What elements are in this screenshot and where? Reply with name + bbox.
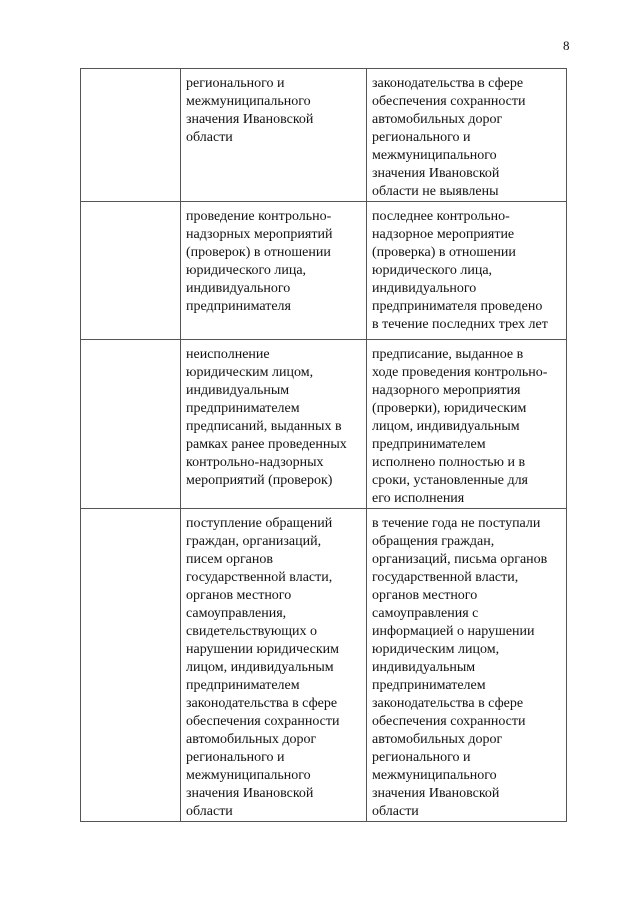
table-cell-col2 xyxy=(181,509,367,822)
table-cell-col1 xyxy=(81,340,181,509)
criteria-table xyxy=(80,68,567,822)
cell-text: регионального и межмуниципального значения Ивановской области xyxy=(186,76,314,145)
table-cell-col3 xyxy=(367,202,567,340)
table-cell-col1 xyxy=(81,509,181,822)
cell-text: последнее контрольно- надзорное мероприятие (проверка) в отношении юридического лица, индивидуального предпринимателя проведено в течение последних трех лет xyxy=(372,209,548,332)
table-row xyxy=(81,509,567,822)
table-cell-col2 xyxy=(181,202,367,340)
cell-text: предписание, выданное в ходе проведения контрольно- надзорного мероприятия (проверки), юридическим лицом, индивидуальным предпринимателем исполнено полностью и в сроки, установленные для его исполнения xyxy=(372,347,548,506)
cell-text: проведение контрольно- надзорных мероприятий (проверок) в отношении юридического лица, индивидуального предпринимателя xyxy=(186,209,333,314)
table-row xyxy=(81,69,567,202)
table-cell-col3 xyxy=(367,69,567,202)
table-row xyxy=(81,340,567,509)
table-cell-col3 xyxy=(367,509,567,822)
table-cell-col2 xyxy=(181,340,367,509)
table-cell-col2 xyxy=(181,69,367,202)
cell-text: законодательства в сфере обеспечения сохранности автомобильных дорог регионального и межмуниципального значения Ивановской области не выявлены xyxy=(372,76,526,199)
cell-text: в течение года не поступали обращения граждан, организаций, письма органов государственной власти, органов местного самоуправления с информацией о нарушении юридическим лицом, индивидуальным предпринимателем законодательства в сфере обеспечения сохранности автомобильных дорог регионального и межмуниципального значения Ивановской области xyxy=(372,516,548,819)
table-row xyxy=(81,202,567,340)
cell-text: неисполнение юридическим лицом, индивидуальным предпринимателем предписаний, выданных в рамках ранее проведенных контрольно-надзорных мероприятий (проверок) xyxy=(186,347,347,488)
table-cell-col1 xyxy=(81,69,181,202)
page-number: 8 xyxy=(563,38,570,53)
cell-text: поступление обращений граждан, организаций, писем органов государственной власти, органов местного самоуправления, свидетельствующих о нарушении юридическим лицом, индивидуальным предпринимателем законодательства в сфере обеспечения сохранности автомобильных дорог регионального и межмуниципального значения Ивановской области xyxy=(186,516,340,819)
table-cell-col1 xyxy=(81,202,181,340)
table-cell-col3 xyxy=(367,340,567,509)
